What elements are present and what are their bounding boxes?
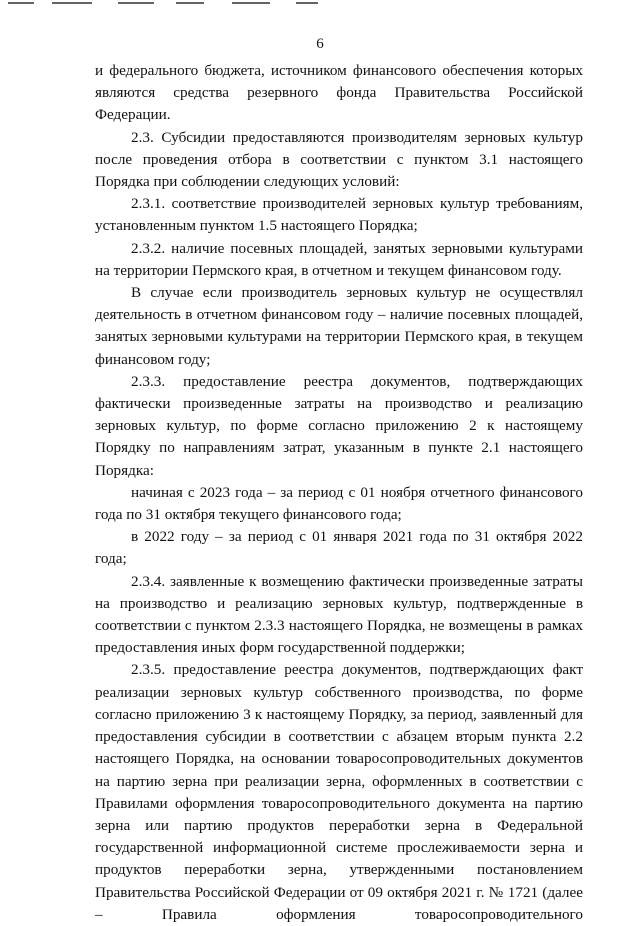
paragraph-2-3: 2.3. Субсидии предоставляются производителям зерновых культур после проведения отбора в соответствии с пунктом 3.1 настоящего Порядка при соблюдении следующих условий:: [95, 128, 583, 191]
scan-top-marks: [0, 0, 640, 8]
paragraph-2-3-1: 2.3.1. соответствие производителей зерновых культур требованиям, установленным пунктом 1.5 настоящего Порядка;: [95, 195, 583, 235]
paragraph-2-3-4: 2.3.4. заявленные к возмещению фактически произведенные затраты на производство и реализацию зерновых культур, подтвержденные в соответствии с пунктом 2.3.3 настоящего Порядка, не возмещены в рамках предоставления иных форм государственной поддержки;: [95, 572, 583, 657]
paragraph-no-activity-case: В случае если производитель зерновых культур не осуществлял деятельность в отчетном финансовом году – наличие посевных площадей, занятых зерновыми культурами на территории Пермского края, в текущем финансовом году;: [95, 284, 583, 368]
page-number: 6: [316, 36, 324, 52]
paragraph-2-3-3: 2.3.3. предоставление реестра документов, подтверждающих фактически произведенные затраты на производство и реализацию зерновых культур, по форме согласно приложению 2 к настоящему Порядку по направлениям затрат, указанным в пункте 2.1 настоящего Порядка:: [95, 372, 583, 479]
paragraph-2-3-5: 2.3.5. предоставление реестра документов, подтверждающих факт реализации зерновых культур собственного производства, по форме согласно приложению 3 к настоящему Порядку, за период, заявленный для предоставления субсидии в соответствии с абзацем вторым пункта 2.2 настоящего Порядка, на основании товаросопроводительных документов на партию зерна при реализации зерна, оформленных в соответствии с Правилами оформления товаросопроводительного документа на партию зерна или партию продуктов переработки зерна в Федеральной государственной информационной системе прослеживаемости зерна и продуктов переработки зерна, утвержденными постановлением Правительства Российской Федерации от 09 октября 2021 г. № 1721 (далее – Правила оформления товаросопроводительного: [95, 661, 583, 923]
paragraph-2-3-2: 2.3.2. наличие посевных площадей, занятых зерновыми культурами на территории Пермского края, в отчетном и текущем финансовом году.: [95, 239, 583, 279]
paragraph-period-2022: в 2022 году – за период с 01 января 2021 года по 31 октября 2022 года;: [95, 528, 583, 568]
document-body: [95, 60, 583, 926]
paragraph-budget-source: и федерального бюджета, источником финансового обеспечения которых являются средства резервного фонда Правительства Российской Федерации.: [95, 62, 583, 124]
paragraph-period-from-2023: начиная с 2023 года – за период с 01 ноября отчетного финансового года по 31 октября текущего финансового года;: [95, 483, 583, 524]
